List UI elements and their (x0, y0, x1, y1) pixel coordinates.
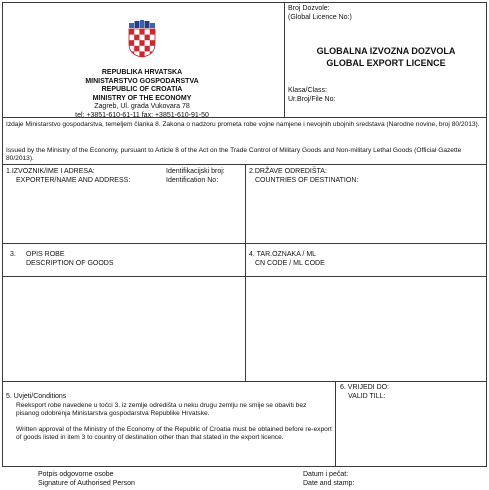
crown-icon (129, 20, 155, 28)
destination-label-hr: 2.DRŽAVE ODREDIŠTA: (249, 168, 327, 175)
frame-bottom-line (2, 466, 487, 467)
legal-basis-en: Issued by the Ministry of the Economy, pursuant to Article 8 of the Act on the Trade Control of Military Goods and Non-military Lethal Goods (Official Gazette 80/2013). (6, 147, 462, 163)
country-name-en: REPUBLIC OF CROATIA (101, 86, 183, 94)
checkerboard-shield (129, 29, 155, 57)
ministry-address: Zagreb, Ul. grada Vukovara 78 (94, 103, 190, 111)
row1-bottom-line (2, 243, 487, 244)
goods-label-hr: OPIS ROBE (26, 251, 65, 258)
legal-basis-hr: Izdaje Ministarstvo gospodarstva, temeljem članka 8. Zakona o nadzoru prometa robe vojne namjene i nevojnih ubojnih sredstava (Narodne novine, broj 80/2013). (6, 121, 480, 128)
goods-bottom-line (2, 381, 487, 382)
licence-number-label-hr: Broj Dozvole: (288, 5, 330, 12)
frame-left-line (2, 2, 3, 466)
identification-label-en: Identification No: (166, 177, 219, 184)
date-stamp-label-en: Date and stamp: (303, 480, 355, 487)
file-number-label: Ur.Broj/File No: (288, 96, 336, 103)
licence-number-label-en: (Global Licence No:) (288, 14, 352, 21)
class-label: Klasa/Class: (288, 87, 327, 94)
conditions-divider-line (335, 381, 336, 466)
exporter-label-en: EXPORTER/NAME AND ADDRESS: (16, 177, 131, 184)
ministry-name-hr: MINISTARSTVO GOSPODARSTVA (85, 77, 199, 85)
conditions-text-en: Written approval of the Ministry of the Economy of the Republic of Croatia must be obtained before re-export of goods listed in item 3 to country of destination other than that stated in the export licence. (16, 426, 332, 442)
conditions-text-hr: Reeksport robe navedene u točci 3. iz zemlje odredišta u neku drugu zemlju ne smije se obaviti bez pisanog odobrenja Ministarstva gospodarstva Republike Hrvatske. (16, 402, 307, 418)
signature-label-en: Signature of Authorised Person (38, 480, 135, 487)
valid-till-label-hr: 6. VRIJEDI DO: (340, 384, 390, 391)
frame-top-line (2, 2, 487, 3)
signature-label-hr: Potpis odgovorne osobe (38, 471, 114, 478)
section-divider-line (245, 164, 246, 381)
frame-right-line (486, 2, 487, 466)
ministry-name-en: MINISTRY OF THE ECONOMY (92, 94, 192, 102)
ministry-header (60, 69, 224, 121)
tariff-label-hr: 4. TAR.OZNAKA / ML (249, 251, 317, 258)
exporter-label-hr: 1.IZVOZNIK/IME I ADRESA: (6, 168, 95, 175)
coat-of-arms-emblem (128, 20, 156, 58)
licence-title-hr: GLOBALNA IZVOZNA DOZVOLA (316, 46, 456, 56)
tariff-label-en: CN CODE / ML CODE (255, 260, 325, 267)
destination-label-en: COUNTRIES OF DESTINATION: (255, 177, 359, 184)
ministry-phone-fax: tel: +3851-610-61-11 fax: +3851-610-91-50 (75, 111, 209, 119)
row2-bottom-line (2, 276, 487, 277)
valid-till-label-en: VALID TILL: (348, 393, 386, 400)
date-stamp-label-hr: Datum i pečat: (303, 471, 349, 478)
conditions-title: 5. Uvjeti/Conditions (6, 393, 67, 400)
identification-label-hr: Identifikacijski broj: (166, 168, 225, 175)
goods-number: 3. (10, 251, 16, 258)
header-divider-line (284, 2, 285, 117)
country-name-hr: REPUBLIKA HRVATSKA (101, 69, 183, 76)
goods-label-en: DESCRIPTION OF GOODS (26, 260, 114, 267)
licence-title-en: GLOBAL EXPORT LICENCE (326, 58, 446, 68)
